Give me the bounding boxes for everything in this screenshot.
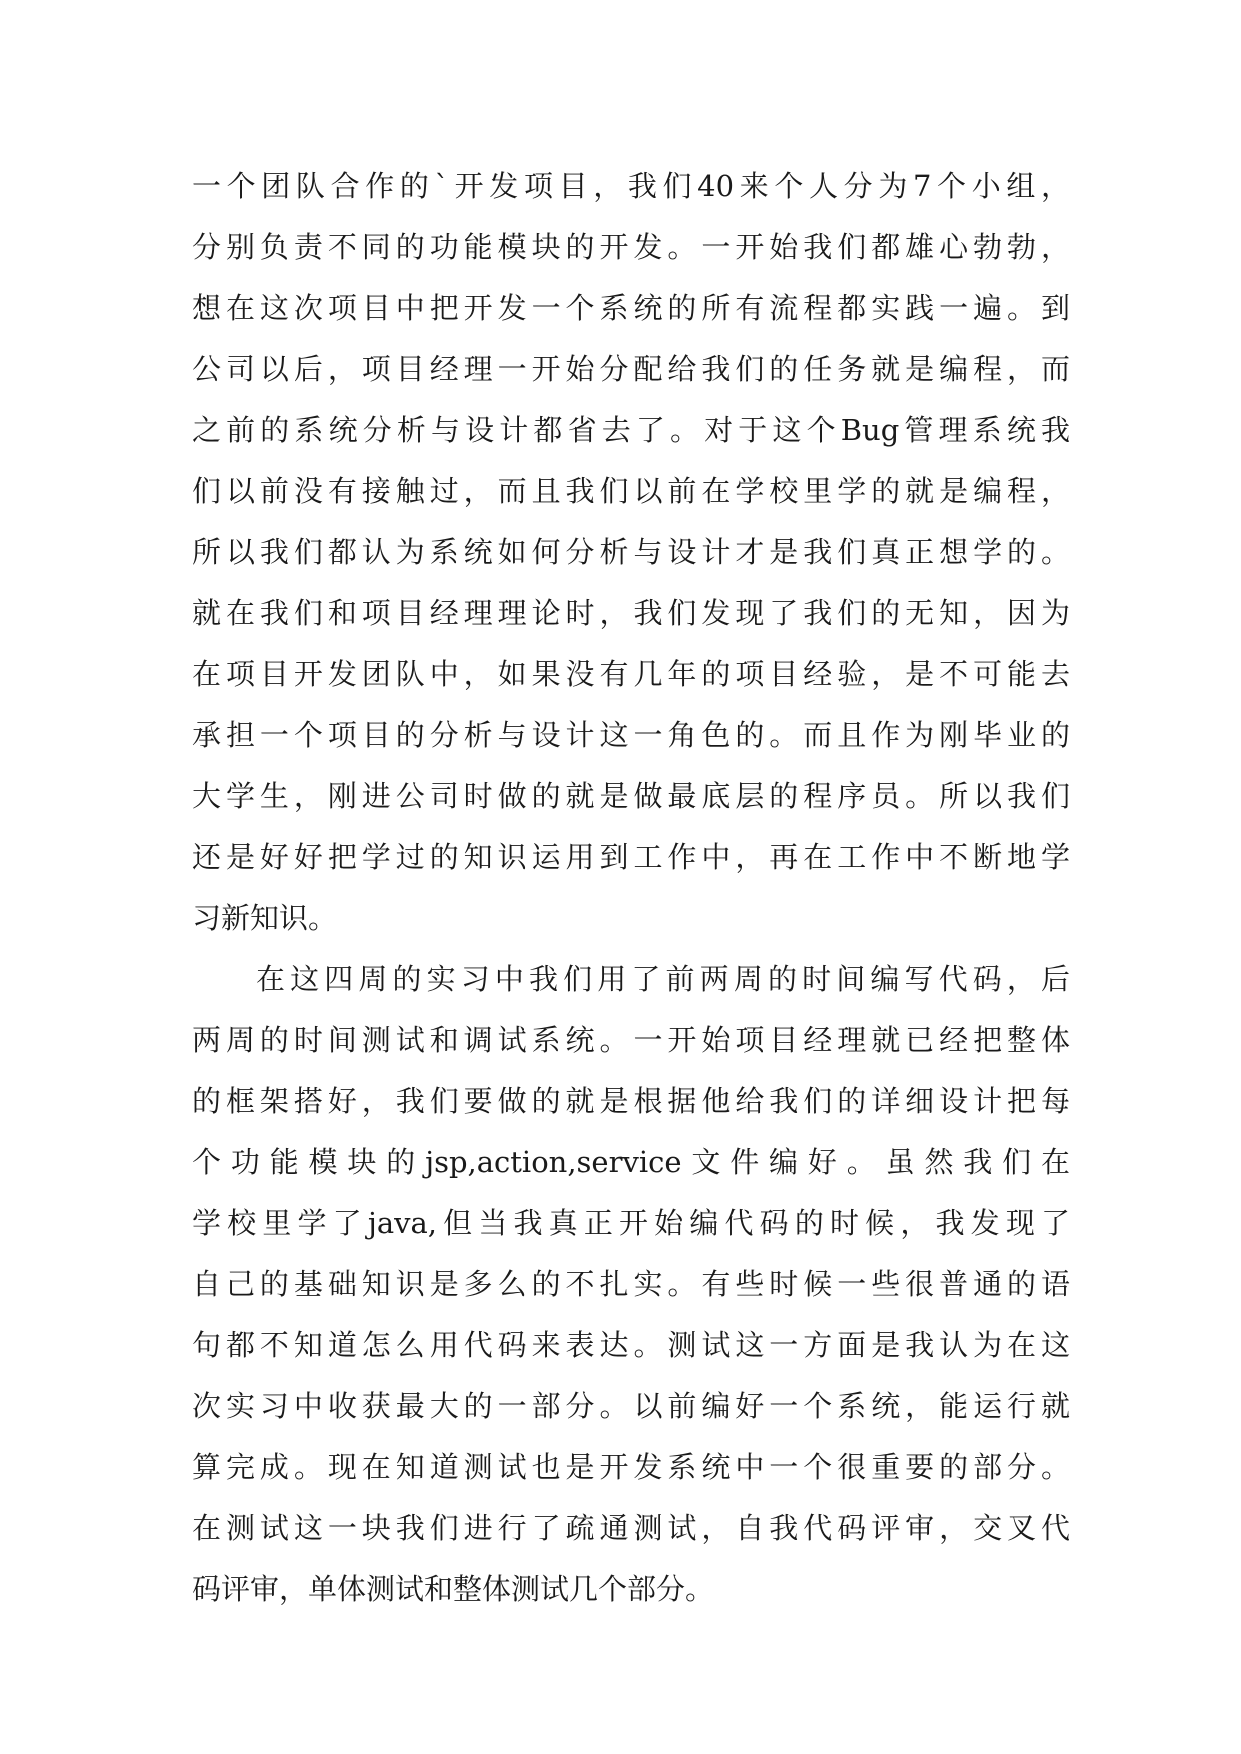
text-line: 所以我们都认为系统如何分析与设计才是我们真正想学的。: [192, 535, 1070, 569]
paragraph-2: [192, 949, 1070, 1620]
text-line: 想在这次项目中把开发一个系统的所有流程都实践一遍。到: [192, 291, 1070, 325]
text-line: 习新知识。: [192, 901, 338, 935]
text-line: 大学生，刚进公司时做的就是做最底层的程序员。所以我们: [192, 779, 1070, 813]
text-line: 自己的基础知识是多么的不扎实。有些时候一些很普通的语: [192, 1267, 1070, 1301]
text-line: 承担一个项目的分析与设计这一角色的。而且作为刚毕业的: [192, 718, 1070, 752]
text-line: 分别负责不同的功能模块的开发。一开始我们都雄心勃勃，: [192, 230, 1070, 264]
text-line: 在这四周的实习中我们用了前两周的时间编写代码，后: [256, 962, 1070, 996]
text-line: 句都不知道怎么用代码来表达。测试这一方面是我认为在这: [192, 1328, 1070, 1362]
text-line: 次实习中收获最大的一部分。以前编好一个系统，能运行就: [192, 1389, 1070, 1423]
text-line: 们以前没有接触过，而且我们以前在学校里学的就是编程，: [192, 474, 1070, 508]
document-body: [192, 156, 1070, 1620]
text-line: 一个团队合作的`开发项目，我们40来个人分为7个小组，: [192, 169, 1070, 203]
text-line: 两周的时间测试和调试系统。一开始项目经理就已经把整体: [192, 1023, 1070, 1057]
text-line: 的框架搭好，我们要做的就是根据他给我们的详细设计把每: [192, 1084, 1070, 1118]
text-line: 算完成。现在知道测试也是开发系统中一个很重要的部分。: [192, 1450, 1070, 1484]
text-line: 之前的系统分析与设计都省去了。对于这个Bug管理系统我: [192, 413, 1070, 447]
text-line: 学校里学了java,但当我真正开始编代码的时候，我发现了: [192, 1206, 1070, 1240]
text-line: 个功能模块的jsp,action,service文件编好。虽然我们在: [192, 1145, 1070, 1179]
text-line: 公司以后，项目经理一开始分配给我们的任务就是编程，而: [192, 352, 1070, 386]
text-line: 在测试这一块我们进行了疏通测试，自我代码评审，交叉代: [192, 1511, 1070, 1545]
text-line: 码评审，单体测试和整体测试几个部分。: [192, 1572, 715, 1606]
text-line: 在项目开发团队中，如果没有几年的项目经验，是不可能去: [192, 657, 1070, 691]
text-line: 还是好好把学过的知识运用到工作中，再在工作中不断地学: [192, 840, 1070, 874]
paragraph-1: [192, 156, 1070, 949]
text-line: 就在我们和项目经理理论时，我们发现了我们的无知，因为: [192, 596, 1070, 630]
